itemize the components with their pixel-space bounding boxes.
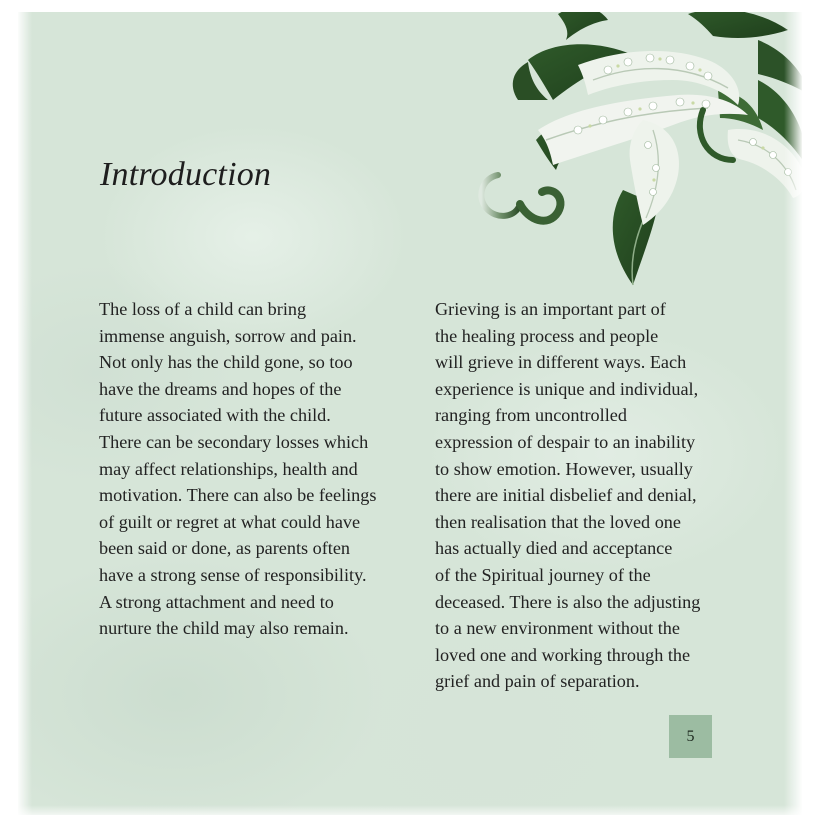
page-title: Introduction xyxy=(100,156,272,193)
paragraph-line: to show emotion. However, usually xyxy=(435,458,693,479)
text-column-left xyxy=(99,296,399,642)
paragraph-line: future associated with the child. xyxy=(99,405,331,426)
paragraph-line: there are initial disbelief and denial, xyxy=(435,485,697,506)
paragraph-line: ranging from uncontrolled xyxy=(435,405,627,426)
paragraph-line: will grieve in different ways. Each xyxy=(435,352,687,373)
page-number-badge xyxy=(669,715,712,758)
paragraph-line: immense anguish, sorrow and pain. xyxy=(99,325,357,346)
page-edge-right xyxy=(784,12,802,815)
paragraph-line: The loss of a child can bring xyxy=(99,299,307,319)
paragraph-line: have a strong sense of responsibility. xyxy=(99,564,367,585)
paragraph-line: been said or done, as parents often xyxy=(99,538,351,559)
paragraph-line: loved one and working through the xyxy=(435,644,691,665)
text-column-right xyxy=(435,296,735,695)
paragraph-line: has actually died and acceptance xyxy=(435,538,673,559)
paragraph-line: motivation. There can also be feelings xyxy=(99,485,377,506)
paragraph-line: grief and pain of separation. xyxy=(435,671,640,692)
paragraph-line: the healing process and people xyxy=(435,325,659,346)
paragraph-line: to a new environment without the xyxy=(435,618,680,639)
page-edge-bottom xyxy=(18,805,802,815)
paragraph-line: deceased. There is also the adjusting xyxy=(435,591,701,612)
paragraph-line: may affect relationships, health and xyxy=(99,458,358,479)
paragraph-line: Grieving is an important part of xyxy=(435,299,666,319)
page-number: 5 xyxy=(686,727,695,745)
paragraph-line: have the dreams and hopes of the xyxy=(99,378,342,399)
paragraph-line: experience is unique and individual, xyxy=(435,378,699,399)
paragraph-line: nurture the child may also remain. xyxy=(99,618,349,639)
floral-corner-ornament-icon xyxy=(458,12,802,300)
paragraph-line: There can be secondary losses which xyxy=(99,431,369,452)
page-edge-left xyxy=(18,12,32,815)
paragraph-line: A strong attachment and need to xyxy=(99,591,334,612)
paragraph-line: Not only has the child gone, so too xyxy=(99,352,353,373)
paragraph-line: then realisation that the loved one xyxy=(435,511,681,532)
book-page xyxy=(18,12,802,815)
paragraph-line: expression of despair to an inability xyxy=(435,431,696,452)
paragraph-line: of guilt or regret at what could have xyxy=(99,511,361,532)
paragraph-line: of the Spiritual journey of the xyxy=(435,564,651,585)
